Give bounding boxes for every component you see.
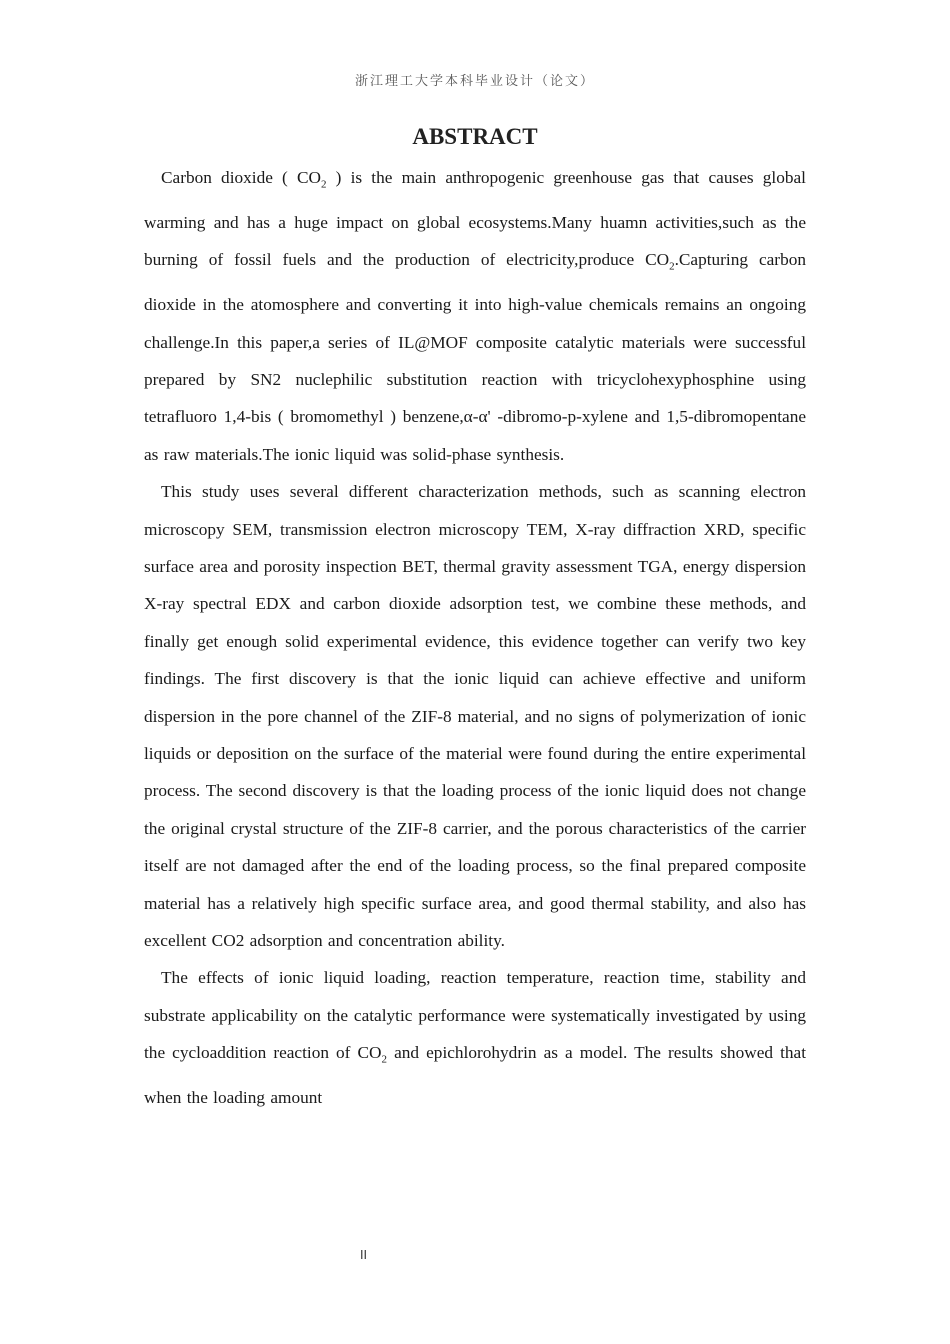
abstract-paragraph-1 bbox=[144, 159, 806, 473]
paragraph-3-text-b: and epichlorohydrin as a model. The results showed that when the loading amount bbox=[144, 1043, 806, 1108]
abstract-paragraph-2: This study uses several different characterization methods, such as scanning electron microscopy SEM, transmission electron microscopy TEM, X-ray diffraction XRD, specific surface area and porosity inspection BET, thermal gravity assessment TGA, energy dispersion X-ray spectral EDX and carbon dioxide adsorption test, we combine these methods, and finally get enough solid experimental evidence, this evidence together can verify two key findings. The first discovery is that the ionic liquid can achieve effective and uniform dispersion in the pore channel of the ZIF-8 material, and no signs of polymerization of ionic liquids or deposition on the surface of the material were found during the entire experimental process. The second discovery is that the loading process of the ionic liquid does not change the original crystal structure of the ZIF-8 carrier, and the porous characteristics of the carrier itself are not damaged after the end of the loading process, so the final prepared composite material has a relatively high specific surface area, and good thermal stability, and also has excellent CO2 adsorption and concentration ability. bbox=[144, 482, 806, 951]
abstract-body bbox=[144, 159, 806, 1117]
subscript-2: 2 bbox=[381, 1053, 388, 1066]
subscript-2: 2 bbox=[669, 260, 675, 273]
paragraph-1-text-a: Carbon dioxide ( CO bbox=[161, 168, 321, 187]
abstract-paragraph-3 bbox=[144, 959, 806, 1116]
paragraph-1-text-c: .Capturing carbon dioxide in the atomosphere and converting it into high-value chemicals remains an ongoing challenge.In this paper,a series of IL@MOF composite catalytic materials were successful prepared by SN2 nuclephilic substitution reaction with tricyclohexyphosphine using tetrafluoro 1,4-bis ( bromomethyl ) benzene,α-α' -dibromo-p-xylene and 1,5-dibromopentane as raw materials.The ionic liquid was solid-phase synthesis. bbox=[144, 250, 806, 464]
page-number: II bbox=[360, 1248, 368, 1262]
abstract-title: ABSTRACT bbox=[412, 124, 538, 149]
subscript-2: 2 bbox=[321, 178, 327, 191]
paragraph-3-text-a: The effects of ionic liquid loading, reaction temperature, reaction time, stability and substrate applicability on the catalytic performance were systematically investigated by using the cycloaddition reaction of CO bbox=[144, 968, 806, 1063]
paragraph-1-text-b: ) is the main anthropogenic greenhouse gas that causes global warming and has a huge impact on global ecosystems.Many huamn activities,such as the burning of fossil fuels and the production of electricity,produce CO bbox=[144, 168, 806, 270]
running-header: 浙江理工大学本科毕业设计（论文） bbox=[354, 74, 595, 89]
